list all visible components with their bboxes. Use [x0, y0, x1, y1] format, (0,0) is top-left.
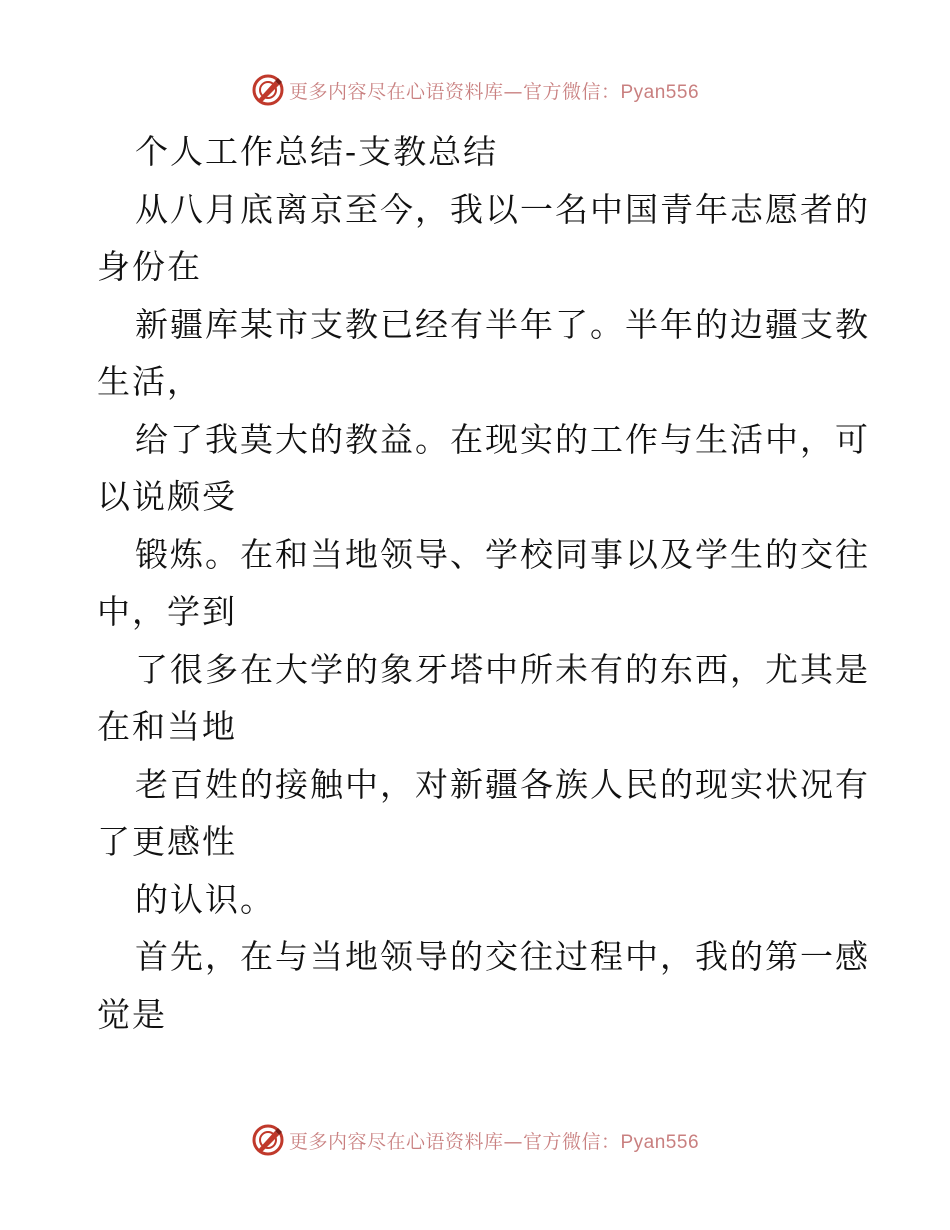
- document-title: 个人工作总结-支教总结: [135, 132, 499, 171]
- banner-text: [289, 1127, 699, 1154]
- paragraph-line: 了很多在大学的象牙塔中所未有的东西，尤其是: [135, 649, 870, 689]
- paragraph-line: 身份在: [97, 247, 202, 286]
- banner-main-text: 更多内容尽在心语资料库: [288, 80, 504, 103]
- paragraph-line: 新疆库某市支教已经有半年了。半年的边疆支教: [135, 304, 870, 344]
- paragraph-line: 首先，在与当地领导的交往过程中，我的第一感: [135, 937, 870, 976]
- banner-dash: —: [503, 80, 523, 103]
- paragraph-line: 锻炼。在和当地领导、学校同事以及学生的交往: [135, 534, 870, 574]
- paragraph-line: 以说颇受: [97, 477, 237, 516]
- banner-content: [251, 1123, 699, 1157]
- banner-content: [251, 73, 699, 107]
- paragraph-line: 从八月底离京至今，我以一名中国青年志愿者的: [135, 189, 870, 229]
- paragraph-line: 生活，: [97, 362, 202, 401]
- document-body: [97, 123, 870, 1043]
- header-banner: [0, 70, 950, 110]
- pen-logo-icon: [251, 1123, 285, 1157]
- paragraph-line: 觉是: [97, 994, 167, 1034]
- paragraph-line: 老百姓的接触中，对新疆各族人民的现实状况有: [135, 764, 870, 804]
- banner-text: [289, 77, 699, 104]
- footer-banner: [0, 1120, 950, 1160]
- banner-wechat-label: 官方微信：: [522, 80, 621, 103]
- banner-wechat-label: 官方微信：: [522, 1130, 621, 1153]
- paragraph-line: 给了我莫大的教益。在现实的工作与生活中，可: [135, 419, 870, 459]
- banner-main-text: 更多内容尽在心语资料库: [288, 1130, 504, 1153]
- paragraph-line: 了更感性: [97, 822, 237, 861]
- banner-wechat-id: Pyan556: [620, 81, 700, 103]
- pen-logo-icon: [251, 73, 285, 107]
- banner-wechat-id: Pyan556: [620, 1131, 700, 1153]
- paragraph-line: 在和当地: [97, 707, 237, 746]
- paragraph-line: 的认识。: [135, 879, 275, 919]
- banner-dash: —: [503, 1130, 523, 1153]
- paragraph-line: 中，学到: [97, 592, 237, 631]
